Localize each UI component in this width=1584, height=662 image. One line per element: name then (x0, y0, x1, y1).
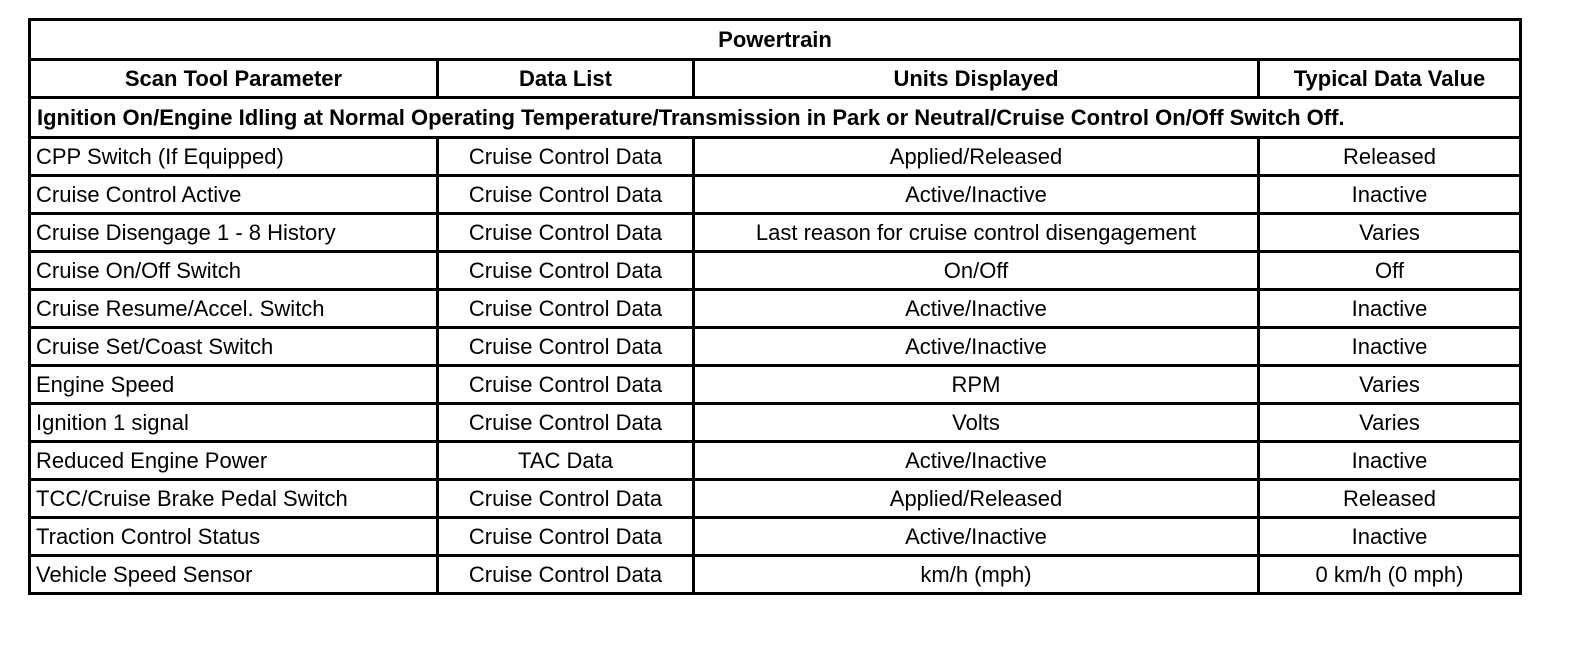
cell-parameter: Reduced Engine Power (30, 442, 438, 480)
cell-parameter: Cruise Resume/Accel. Switch (30, 290, 438, 328)
table-row (30, 252, 1521, 290)
cell-units: Applied/Released (694, 480, 1259, 518)
column-header-units: Units Displayed (694, 60, 1259, 98)
cell-units: Applied/Released (694, 138, 1259, 176)
table-row (30, 366, 1521, 404)
table-header-row (30, 60, 1521, 98)
cell-parameter: Traction Control Status (30, 518, 438, 556)
cell-parameter: Cruise Disengage 1 - 8 History (30, 214, 438, 252)
cell-units: Active/Inactive (694, 442, 1259, 480)
cell-typical-value: Inactive (1259, 442, 1521, 480)
cell-data-list: Cruise Control Data (438, 138, 694, 176)
table-row (30, 138, 1521, 176)
cell-units: RPM (694, 366, 1259, 404)
column-header-parameter: Scan Tool Parameter (30, 60, 438, 98)
cell-parameter: Engine Speed (30, 366, 438, 404)
cell-parameter: CPP Switch (If Equipped) (30, 138, 438, 176)
cell-data-list: Cruise Control Data (438, 328, 694, 366)
table-condition-row (30, 98, 1521, 138)
cell-units: Active/Inactive (694, 328, 1259, 366)
cell-units: Active/Inactive (694, 290, 1259, 328)
cell-typical-value: 0 km/h (0 mph) (1259, 556, 1521, 594)
cell-typical-value: Varies (1259, 366, 1521, 404)
cell-units: Active/Inactive (694, 176, 1259, 214)
cell-typical-value: Varies (1259, 404, 1521, 442)
cell-typical-value: Inactive (1259, 290, 1521, 328)
cell-typical-value: Inactive (1259, 328, 1521, 366)
test-condition: Ignition On/Engine Idling at Normal Operating Temperature/Transmission in Park or Neutral/Cruise Control On/Off Switch Off. (30, 98, 1521, 138)
cell-typical-value: Released (1259, 480, 1521, 518)
table-body (30, 138, 1521, 594)
cell-data-list: Cruise Control Data (438, 252, 694, 290)
cell-parameter: Vehicle Speed Sensor (30, 556, 438, 594)
cell-data-list: TAC Data (438, 442, 694, 480)
cell-data-list: Cruise Control Data (438, 480, 694, 518)
cell-data-list: Cruise Control Data (438, 290, 694, 328)
cell-data-list: Cruise Control Data (438, 214, 694, 252)
cell-units: Last reason for cruise control disengagement (694, 214, 1259, 252)
cell-data-list: Cruise Control Data (438, 404, 694, 442)
powertrain-data-table (28, 18, 1522, 595)
table-row (30, 556, 1521, 594)
cell-data-list: Cruise Control Data (438, 556, 694, 594)
column-header-data-list: Data List (438, 60, 694, 98)
cell-data-list: Cruise Control Data (438, 366, 694, 404)
table-row (30, 176, 1521, 214)
cell-typical-value: Inactive (1259, 518, 1521, 556)
cell-units: On/Off (694, 252, 1259, 290)
cell-units: Active/Inactive (694, 518, 1259, 556)
table-row (30, 480, 1521, 518)
cell-data-list: Cruise Control Data (438, 518, 694, 556)
cell-data-list: Cruise Control Data (438, 176, 694, 214)
cell-typical-value: Inactive (1259, 176, 1521, 214)
cell-parameter: Cruise On/Off Switch (30, 252, 438, 290)
column-header-typical-value: Typical Data Value (1259, 60, 1521, 98)
cell-parameter: Cruise Control Active (30, 176, 438, 214)
cell-parameter: Cruise Set/Coast Switch (30, 328, 438, 366)
table-row (30, 518, 1521, 556)
table-row (30, 442, 1521, 480)
table-title-row (30, 20, 1521, 60)
cell-typical-value: Off (1259, 252, 1521, 290)
cell-typical-value: Varies (1259, 214, 1521, 252)
cell-parameter: TCC/Cruise Brake Pedal Switch (30, 480, 438, 518)
table-row (30, 328, 1521, 366)
cell-units: km/h (mph) (694, 556, 1259, 594)
cell-parameter: Ignition 1 signal (30, 404, 438, 442)
table-row (30, 290, 1521, 328)
table-title: Powertrain (30, 20, 1521, 60)
cell-units: Volts (694, 404, 1259, 442)
table-row (30, 214, 1521, 252)
cell-typical-value: Released (1259, 138, 1521, 176)
table-row (30, 404, 1521, 442)
